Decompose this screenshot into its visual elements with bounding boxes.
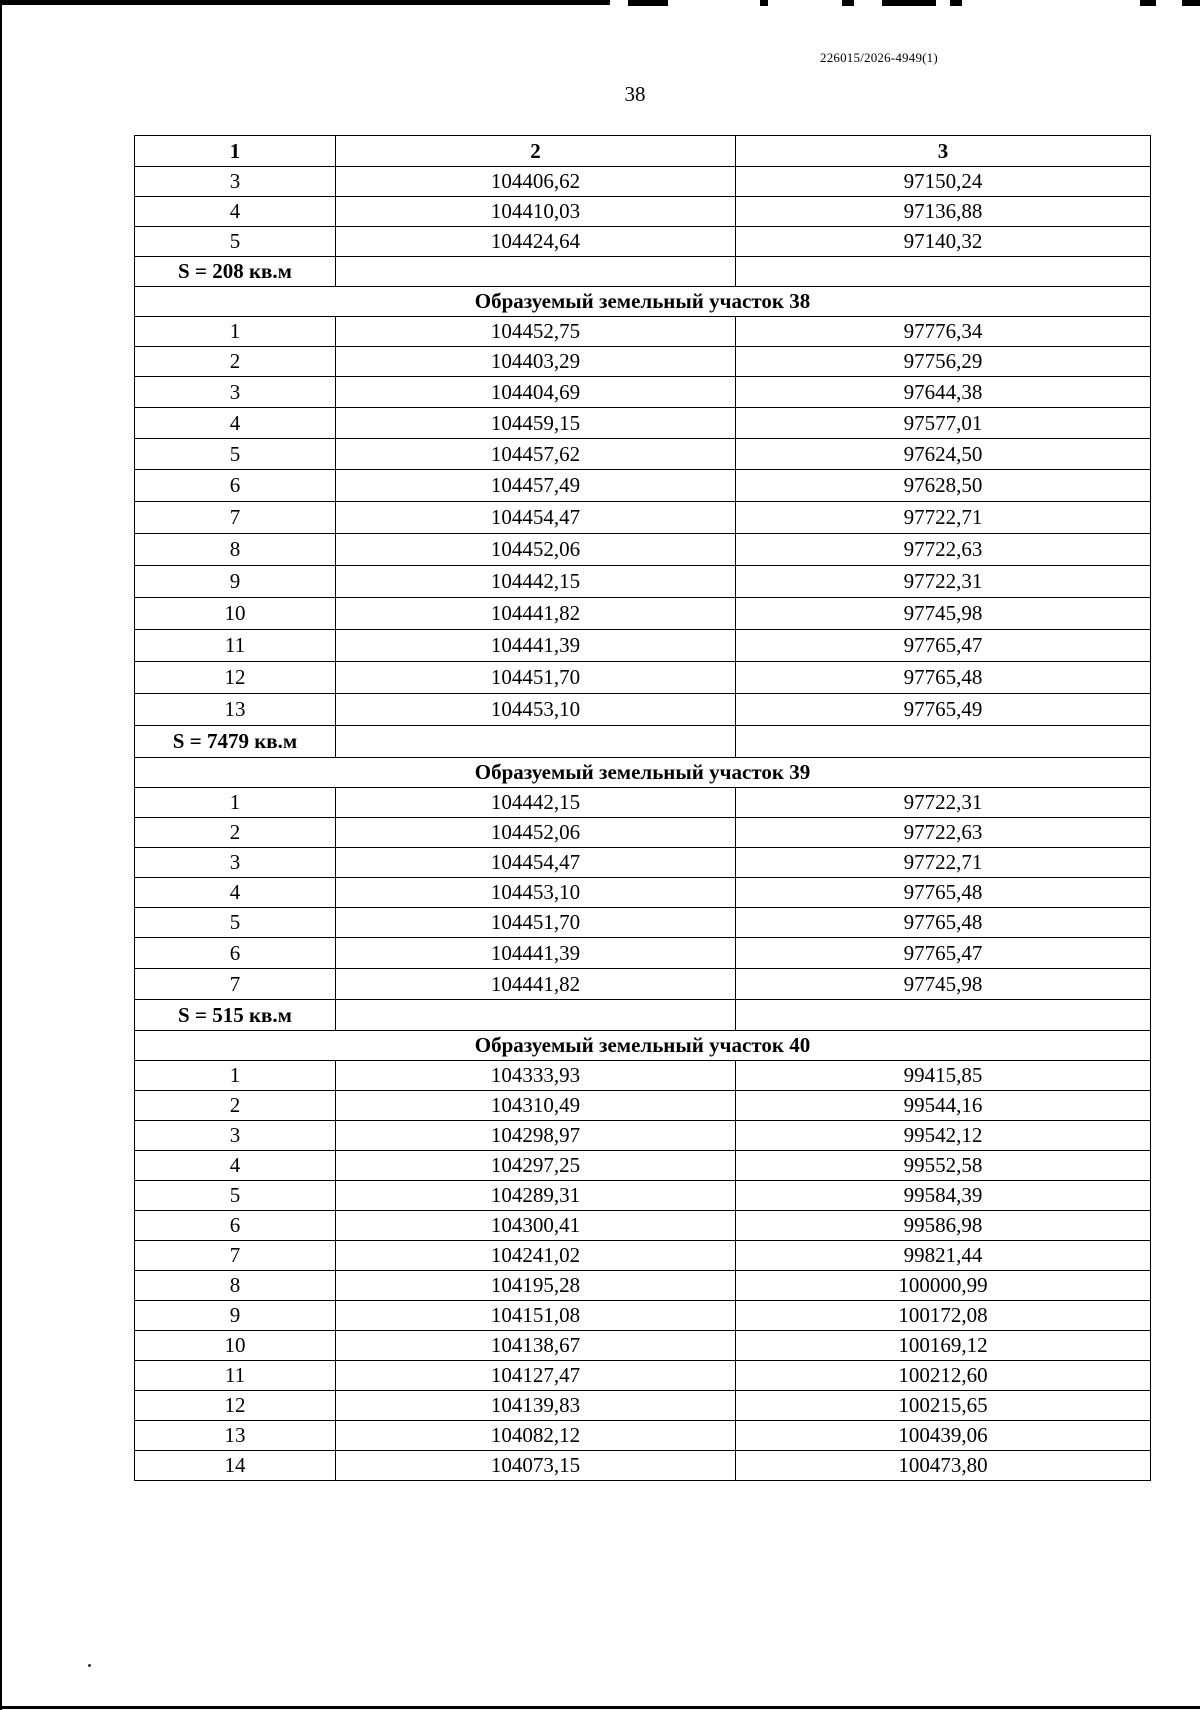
x-coordinate-cell: 104404,69	[336, 377, 736, 408]
area-row	[135, 1000, 1151, 1031]
point-number-cell: 6	[135, 938, 336, 969]
x-coordinate-cell: 104310,49	[336, 1091, 736, 1121]
x-coordinate-cell: 104082,12	[336, 1421, 736, 1451]
plot-title-row	[135, 287, 1151, 317]
x-coordinate-cell: 104289,31	[336, 1181, 736, 1211]
table-row	[135, 818, 1151, 848]
x-coordinate-cell: 104410,03	[336, 197, 736, 227]
scan-left-edge	[0, 0, 2, 1710]
y-coordinate-cell: 97745,98	[736, 969, 1151, 1000]
point-number-cell: 8	[135, 1271, 336, 1301]
header-cell-point: 1	[135, 136, 336, 167]
point-number-cell: 1	[135, 788, 336, 818]
y-coordinate-cell: 99586,98	[736, 1211, 1151, 1241]
point-number-cell: 8	[135, 534, 336, 566]
table-row	[135, 534, 1151, 566]
x-coordinate-cell: 104441,82	[336, 969, 736, 1000]
y-coordinate-cell: 100172,08	[736, 1301, 1151, 1331]
table-row	[135, 470, 1151, 502]
y-coordinate-cell: 97776,34	[736, 317, 1151, 347]
table-row	[135, 630, 1151, 662]
table-row	[135, 969, 1151, 1000]
table-row	[135, 1061, 1151, 1091]
table-row	[135, 788, 1151, 818]
x-coordinate-cell: 104151,08	[336, 1301, 736, 1331]
x-coordinate-cell: 104442,15	[336, 788, 736, 818]
y-coordinate-cell: 97722,63	[736, 818, 1151, 848]
point-number-cell: 4	[135, 878, 336, 908]
table-row	[135, 1271, 1151, 1301]
empty-cell	[736, 257, 1151, 287]
plot-title-row	[135, 1031, 1151, 1061]
table-row	[135, 1451, 1151, 1481]
y-coordinate-cell: 99552,58	[736, 1151, 1151, 1181]
point-number-cell: 13	[135, 1421, 336, 1451]
point-number-cell: 7	[135, 502, 336, 534]
x-coordinate-cell: 104454,47	[336, 848, 736, 878]
y-coordinate-cell: 99544,16	[736, 1091, 1151, 1121]
point-number-cell: 1	[135, 1061, 336, 1091]
y-coordinate-cell: 99584,39	[736, 1181, 1151, 1211]
table-row	[135, 1361, 1151, 1391]
table-row	[135, 197, 1151, 227]
x-coordinate-cell: 104452,06	[336, 534, 736, 566]
area-label-cell: S = 7479 кв.м	[135, 726, 336, 758]
table-row	[135, 878, 1151, 908]
table-row	[135, 347, 1151, 377]
x-coordinate-cell: 104441,82	[336, 598, 736, 630]
point-number-cell: 6	[135, 470, 336, 502]
y-coordinate-cell: 99415,85	[736, 1061, 1151, 1091]
table-row	[135, 908, 1151, 938]
x-coordinate-cell: 104127,47	[336, 1361, 736, 1391]
x-coordinate-cell: 104459,15	[336, 408, 736, 439]
x-coordinate-cell: 104298,97	[336, 1121, 736, 1151]
point-number-cell: 13	[135, 694, 336, 726]
point-number-cell: 5	[135, 227, 336, 257]
area-row	[135, 257, 1151, 287]
point-number-cell: 3	[135, 167, 336, 197]
point-number-cell: 3	[135, 377, 336, 408]
y-coordinate-cell: 97722,31	[736, 788, 1151, 818]
table-row	[135, 1391, 1151, 1421]
y-coordinate-cell: 97150,24	[736, 167, 1151, 197]
point-number-cell: 6	[135, 1211, 336, 1241]
point-number-cell: 14	[135, 1451, 336, 1481]
y-coordinate-cell: 97722,71	[736, 848, 1151, 878]
point-number-cell: 10	[135, 1331, 336, 1361]
y-coordinate-cell: 99542,12	[736, 1121, 1151, 1151]
document-id: 226015/2026-4949(1)	[820, 50, 938, 65]
x-coordinate-cell: 104073,15	[336, 1451, 736, 1481]
point-number-cell: 12	[135, 662, 336, 694]
table-row	[135, 1091, 1151, 1121]
plot-title-cell: Образуемый земельный участок 40	[135, 1031, 1151, 1061]
x-coordinate-cell: 104139,83	[336, 1391, 736, 1421]
empty-cell	[336, 257, 736, 287]
point-number-cell: 3	[135, 1121, 336, 1151]
table-row	[135, 502, 1151, 534]
table-row	[135, 1121, 1151, 1151]
point-number-cell: 5	[135, 1181, 336, 1211]
point-number-cell: 5	[135, 908, 336, 938]
y-coordinate-cell: 100439,06	[736, 1421, 1151, 1451]
y-coordinate-cell: 97765,47	[736, 938, 1151, 969]
point-number-cell: 3	[135, 848, 336, 878]
area-label-cell: S = 208 кв.м	[135, 257, 336, 287]
y-coordinate-cell: 97745,98	[736, 598, 1151, 630]
point-number-cell: 1	[135, 317, 336, 347]
x-coordinate-cell: 104441,39	[336, 938, 736, 969]
x-coordinate-cell: 104441,39	[336, 630, 736, 662]
plot-title-cell: Образуемый земельный участок 38	[135, 287, 1151, 317]
table-row	[135, 1331, 1151, 1361]
table-row	[135, 1151, 1151, 1181]
y-coordinate-cell: 97765,48	[736, 662, 1151, 694]
x-coordinate-cell: 104333,93	[336, 1061, 736, 1091]
y-coordinate-cell: 97756,29	[736, 347, 1151, 377]
table-header-row	[135, 136, 1151, 167]
point-number-cell: 7	[135, 969, 336, 1000]
point-number-cell: 4	[135, 197, 336, 227]
point-number-cell: 2	[135, 1091, 336, 1121]
y-coordinate-cell: 100169,12	[736, 1331, 1151, 1361]
x-coordinate-cell: 104453,10	[336, 878, 736, 908]
x-coordinate-cell: 104453,10	[336, 694, 736, 726]
y-coordinate-cell: 97628,50	[736, 470, 1151, 502]
empty-cell	[336, 726, 736, 758]
table-row	[135, 848, 1151, 878]
header-cell-x: 2	[336, 136, 736, 167]
area-row	[135, 726, 1151, 758]
y-coordinate-cell: 99821,44	[736, 1241, 1151, 1271]
point-number-cell: 2	[135, 818, 336, 848]
x-coordinate-cell: 104442,15	[336, 566, 736, 598]
coordinates-table-body	[135, 136, 1151, 1481]
point-number-cell: 4	[135, 1151, 336, 1181]
y-coordinate-cell: 97765,49	[736, 694, 1151, 726]
x-coordinate-cell: 104138,67	[336, 1331, 736, 1361]
empty-cell	[336, 1000, 736, 1031]
x-coordinate-cell: 104297,25	[336, 1151, 736, 1181]
x-coordinate-cell: 104452,06	[336, 818, 736, 848]
y-coordinate-cell: 100212,60	[736, 1361, 1151, 1391]
y-coordinate-cell: 97644,38	[736, 377, 1151, 408]
scan-top-border	[0, 0, 610, 5]
y-coordinate-cell: 100215,65	[736, 1391, 1151, 1421]
point-number-cell: 10	[135, 598, 336, 630]
point-number-cell: 12	[135, 1391, 336, 1421]
table-row	[135, 227, 1151, 257]
y-coordinate-cell: 100000,99	[736, 1271, 1151, 1301]
table-row	[135, 598, 1151, 630]
x-coordinate-cell: 104300,41	[336, 1211, 736, 1241]
x-coordinate-cell: 104457,49	[336, 470, 736, 502]
y-coordinate-cell: 97722,63	[736, 534, 1151, 566]
x-coordinate-cell: 104451,70	[336, 908, 736, 938]
scan-top-marks	[620, 0, 1200, 6]
y-coordinate-cell: 97136,88	[736, 197, 1151, 227]
y-coordinate-cell: 97765,48	[736, 908, 1151, 938]
y-coordinate-cell: 97624,50	[736, 439, 1151, 470]
table-row	[135, 317, 1151, 347]
point-number-cell: 2	[135, 347, 336, 377]
table-row	[135, 1241, 1151, 1271]
table-row	[135, 439, 1151, 470]
table-row	[135, 694, 1151, 726]
y-coordinate-cell: 97765,47	[736, 630, 1151, 662]
x-coordinate-cell: 104424,64	[336, 227, 736, 257]
point-number-cell: 7	[135, 1241, 336, 1271]
y-coordinate-cell: 97140,32	[736, 227, 1151, 257]
area-label-cell: S = 515 кв.м	[135, 1000, 336, 1031]
table-row	[135, 408, 1151, 439]
x-coordinate-cell: 104457,62	[336, 439, 736, 470]
x-coordinate-cell: 104452,75	[336, 317, 736, 347]
x-coordinate-cell: 104403,29	[336, 347, 736, 377]
y-coordinate-cell: 97722,71	[736, 502, 1151, 534]
table-row	[135, 1181, 1151, 1211]
point-number-cell: 9	[135, 1301, 336, 1331]
empty-cell	[736, 1000, 1151, 1031]
y-coordinate-cell: 100473,80	[736, 1451, 1151, 1481]
plot-title-row	[135, 758, 1151, 788]
scan-bottom-edge	[0, 1706, 1200, 1709]
y-coordinate-cell: 97722,31	[736, 566, 1151, 598]
x-coordinate-cell: 104451,70	[336, 662, 736, 694]
table-row	[135, 566, 1151, 598]
x-coordinate-cell: 104406,62	[336, 167, 736, 197]
table-row	[135, 1211, 1151, 1241]
coordinates-table	[134, 135, 1151, 1481]
scan-speck	[88, 1664, 91, 1667]
page-number: 38	[624, 82, 646, 106]
table-row	[135, 938, 1151, 969]
table-row	[135, 662, 1151, 694]
x-coordinate-cell: 104454,47	[336, 502, 736, 534]
empty-cell	[736, 726, 1151, 758]
point-number-cell: 11	[135, 1361, 336, 1391]
y-coordinate-cell: 97577,01	[736, 408, 1151, 439]
table-row	[135, 1421, 1151, 1451]
point-number-cell: 9	[135, 566, 336, 598]
table-row	[135, 1301, 1151, 1331]
x-coordinate-cell: 104241,02	[336, 1241, 736, 1271]
x-coordinate-cell: 104195,28	[336, 1271, 736, 1301]
table-row	[135, 377, 1151, 408]
header-cell-y: 3	[736, 136, 1151, 167]
table-row	[135, 167, 1151, 197]
point-number-cell: 5	[135, 439, 336, 470]
point-number-cell: 11	[135, 630, 336, 662]
y-coordinate-cell: 97765,48	[736, 878, 1151, 908]
plot-title-cell: Образуемый земельный участок 39	[135, 758, 1151, 788]
point-number-cell: 4	[135, 408, 336, 439]
